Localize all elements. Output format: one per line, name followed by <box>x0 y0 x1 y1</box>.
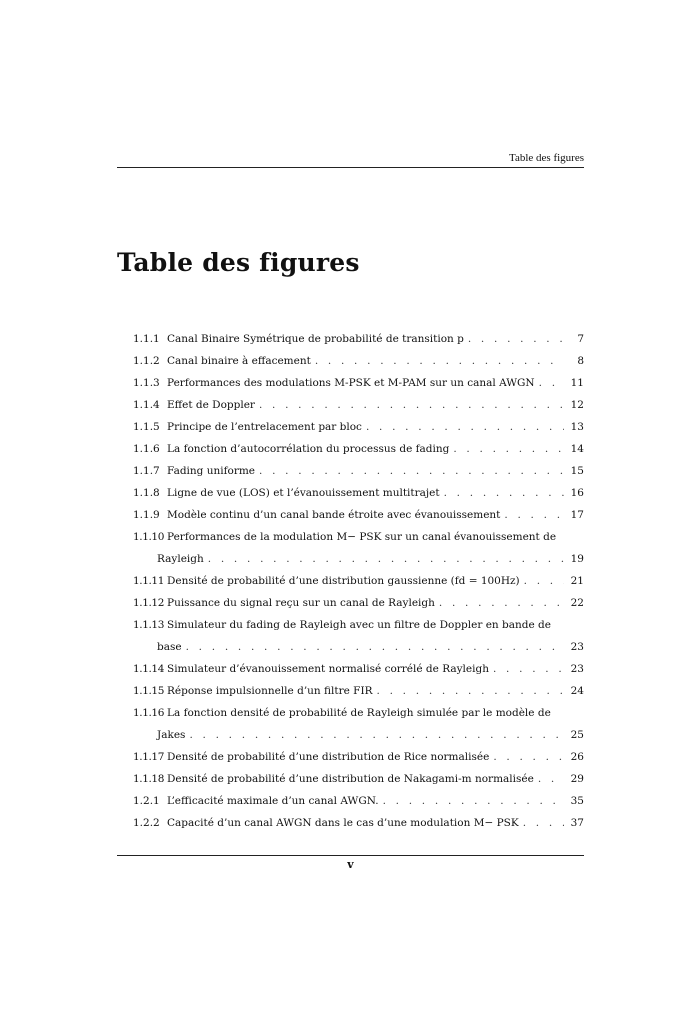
entry-title: Canal Binaire Symétrique de probabilité de transition p <box>167 333 464 345</box>
entry-number: 1.2.1 <box>133 795 160 807</box>
entry-page: 21 <box>570 575 584 587</box>
leader-dots <box>259 394 564 416</box>
entry-title-continued: Rayleigh <box>157 553 204 565</box>
leader-dots <box>439 592 564 614</box>
entry-page: 23 <box>570 663 584 675</box>
entry-number: 1.1.14 <box>133 663 164 675</box>
entry-number: 1.1.11 <box>133 575 164 587</box>
entry-page: 11 <box>570 377 584 389</box>
page-number: v <box>347 858 354 871</box>
toc-entry[interactable] <box>133 614 584 658</box>
toc-entry[interactable] <box>133 416 584 438</box>
entry-title: Principe de l’entrelacement par bloc <box>167 421 362 433</box>
entry-number: 1.1.12 <box>133 597 164 609</box>
entry-number: 1.2.2 <box>133 817 160 829</box>
leader-dots <box>453 438 564 460</box>
leader-dots <box>208 548 564 570</box>
toc-entry[interactable] <box>133 746 584 768</box>
toc-entry[interactable] <box>133 702 584 746</box>
entry-number: 1.1.9 <box>133 509 160 521</box>
entry-number: 1.1.10 <box>133 531 164 543</box>
leader-dots <box>524 570 564 592</box>
toc-entry[interactable] <box>133 592 584 614</box>
entry-page: 22 <box>570 597 584 609</box>
entry-title: La fonction d’autocorrélation du processus de fading <box>167 443 450 455</box>
leader-dots <box>383 790 564 812</box>
entry-number: 1.1.18 <box>133 773 164 785</box>
page-title: Table des figures <box>117 248 360 277</box>
leader-dots <box>523 812 564 834</box>
toc-entry[interactable] <box>133 438 584 460</box>
entry-number: 1.1.15 <box>133 685 164 697</box>
entry-title: Simulateur d’évanouissement normalisé corrélé de Rayleigh <box>167 663 489 675</box>
entry-page: 29 <box>570 773 584 785</box>
entry-title: Modèle continu d’un canal bande étroite avec évanouissement <box>167 509 501 521</box>
entry-page: 13 <box>570 421 584 433</box>
leader-dots <box>493 746 564 768</box>
entry-number: 1.1.5 <box>133 421 160 433</box>
entry-title-continued: Jakes <box>157 729 186 741</box>
toc-entry[interactable] <box>133 680 584 702</box>
leader-dots <box>377 680 564 702</box>
toc-entry[interactable] <box>133 482 584 504</box>
leader-dots <box>259 460 564 482</box>
entry-title: Performances des modulations M-PSK et M-PAM sur un canal AWGN <box>167 377 535 389</box>
entry-title: Densité de probabilité d’une distribution de Nakagami-m normalisée <box>167 773 534 785</box>
entry-number: 1.1.1 <box>133 333 160 345</box>
entry-title: Densité de probabilité d’une distribution de Rice normalisée <box>167 751 490 763</box>
leader-dots <box>538 768 564 790</box>
entry-page: 23 <box>570 641 584 653</box>
entry-page: 24 <box>570 685 584 697</box>
leader-dots <box>186 636 564 658</box>
leader-dots <box>493 658 564 680</box>
leader-dots <box>366 416 564 438</box>
entry-title: Densité de probabilité d’une distribution gaussienne (fd = 100Hz) <box>167 575 520 587</box>
entry-number: 1.1.13 <box>133 619 164 631</box>
entry-number: 1.1.16 <box>133 707 164 719</box>
entry-page: 37 <box>570 817 584 829</box>
entry-page: 26 <box>570 751 584 763</box>
toc-entry[interactable] <box>133 812 584 834</box>
entry-title: Ligne de vue (LOS) et l’évanouissement multitrajet <box>167 487 440 499</box>
entry-title: La fonction densité de probabilité de Rayleigh simulée par le modèle de <box>167 707 551 719</box>
entry-page: 16 <box>570 487 584 499</box>
toc-entry[interactable] <box>133 768 584 790</box>
entry-number: 1.1.8 <box>133 487 160 499</box>
entry-title: Performances de la modulation M− PSK sur un canal évanouissement de <box>167 531 557 543</box>
entry-number: 1.1.2 <box>133 355 160 367</box>
toc-entry[interactable] <box>133 790 584 812</box>
entry-page: 35 <box>570 795 584 807</box>
leader-dots <box>468 328 564 350</box>
entry-number: 1.1.4 <box>133 399 160 411</box>
footer-rule <box>117 855 584 856</box>
toc-entry[interactable] <box>133 350 584 372</box>
leader-dots <box>315 350 564 372</box>
toc-entry[interactable] <box>133 570 584 592</box>
entry-page: 25 <box>570 729 584 741</box>
leader-dots <box>189 724 564 746</box>
toc-entry[interactable] <box>133 504 584 526</box>
entry-number: 1.1.6 <box>133 443 160 455</box>
entry-title-continued: base <box>157 641 182 653</box>
toc-entry[interactable] <box>133 328 584 350</box>
leader-dots <box>444 482 564 504</box>
entry-title: Réponse impulsionnelle d’un filtre FIR <box>167 685 373 697</box>
toc-entry[interactable] <box>133 658 584 680</box>
entry-title: Simulateur du fading de Rayleigh avec un filtre de Doppler en bande de <box>167 619 551 631</box>
entry-number: 1.1.17 <box>133 751 164 763</box>
entry-title: Capacité d’un canal AWGN dans le cas d’une modulation M− PSK <box>167 817 519 829</box>
entry-number: 1.1.3 <box>133 377 160 389</box>
running-head: Table des figures <box>509 152 584 164</box>
toc-entry[interactable] <box>133 394 584 416</box>
entry-page: 14 <box>570 443 584 455</box>
entry-page: 19 <box>570 553 584 565</box>
entry-page: 15 <box>570 465 584 477</box>
figure-list <box>133 328 584 834</box>
toc-entry[interactable] <box>133 372 584 394</box>
entry-title: Effet de Doppler <box>167 399 255 411</box>
header-rule <box>117 167 584 168</box>
leader-dots <box>539 372 564 394</box>
entry-page: 12 <box>570 399 584 411</box>
entry-page: 8 <box>577 355 584 367</box>
entry-title: L’efficacité maximale d’un canal AWGN. <box>167 795 379 807</box>
entry-title: Canal binaire à effacement <box>167 355 311 367</box>
toc-entry[interactable] <box>133 526 584 570</box>
entry-page: 17 <box>570 509 584 521</box>
toc-entry[interactable] <box>133 460 584 482</box>
entry-page: 7 <box>577 333 584 345</box>
entry-number: 1.1.7 <box>133 465 160 477</box>
leader-dots <box>504 504 564 526</box>
entry-title: Puissance du signal reçu sur un canal de Rayleigh <box>167 597 435 609</box>
entry-title: Fading uniforme <box>167 465 256 477</box>
